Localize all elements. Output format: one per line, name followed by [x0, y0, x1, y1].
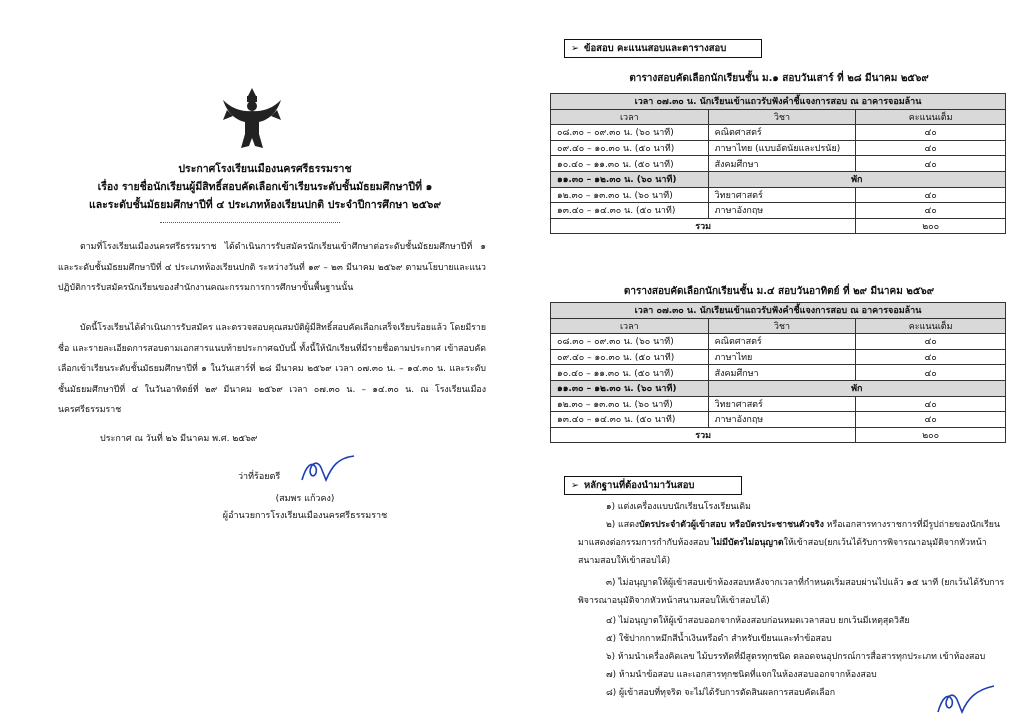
rule-2	[578, 516, 1008, 570]
rule-5: ๕) ใช้ปากกาหมึกสีน้ำเงินหรือดำ สำหรับเขียนและทำข้อสอบ	[606, 634, 832, 644]
cell-subject: สังคมศึกษา	[708, 156, 856, 172]
cell-subject: วิทยาศาสตร์	[708, 187, 856, 203]
col-time: เวลา	[551, 109, 709, 125]
col-score: คะแนนเต็ม	[856, 109, 1006, 125]
signature-icon	[934, 682, 996, 718]
cell-subject: ภาษาไทย	[708, 349, 856, 365]
cell-subject: ภาษาอังกฤษ	[708, 203, 856, 219]
rule-4: ๔) ไม่อนุญาตให้ผู้เข้าสอบออกจากห้องสอบก่อนหมดเวลาสอบ ยกเว้นมีเหตุสุดวิสัย	[606, 616, 910, 626]
cell-break-label: พัก	[708, 380, 1005, 396]
cell-time: ๐๙.๔๐ – ๑๐.๓๐ น. (๕๐ นาที)	[551, 349, 709, 365]
schedule-header: เวลา ๐๗.๓๐ น. นักเรียนเข้าแถวรับฟังคำชี้แจงการสอบ ณ อาคารจอมล้าน	[551, 94, 1006, 110]
rule-2-text-cont: หรือเอกสารทางราชการที่มีรูปถ่ายของนักเรียนมาแสดงต่อกรรมการกำกับห้องสอบ	[578, 520, 1000, 548]
cell-score: ๔๐	[856, 396, 1006, 412]
schedule-table-m4	[550, 302, 1006, 443]
cell-subject: คณิตศาสตร์	[708, 334, 856, 350]
rule-6: ๖) ห้ามนำเครื่องคิดเลข ไม้บรรทัดที่มีสูตรทุกชนิด ตลอดจนอุปกรณ์การสื่อสารทุกประเภท เข้าห้องสอบ	[606, 652, 986, 662]
cell-break-time: ๑๑.๓๐ – ๑๒.๓๐ น. (๖๐ นาที)	[551, 171, 709, 187]
table-row	[551, 203, 1006, 219]
cell-time: ๑๐.๔๐ – ๑๑.๓๐ น. (๕๐ นาที)	[551, 156, 709, 172]
table-row	[551, 125, 1006, 141]
announcement-subject-cont: และระดับชั้นมัธยมศึกษาปีที่ ๔ ประเภทห้องเรียนปกติ ประจำปีการศึกษา ๒๕๖๙	[88, 199, 442, 211]
cell-total-label: รวม	[551, 218, 856, 234]
divider	[160, 222, 340, 223]
table-row	[551, 140, 1006, 156]
cell-score: ๔๐	[856, 365, 1006, 381]
table-row	[551, 412, 1006, 428]
cell-score: ๔๐	[856, 125, 1006, 141]
cell-subject: ภาษาอังกฤษ	[708, 412, 856, 428]
cell-time: ๐๘.๓๐ – ๐๙.๓๐ น. (๖๐ นาที)	[551, 334, 709, 350]
table-row	[551, 156, 1006, 172]
signer-position: ผู้อำนวยการโรงเรียนเมืองนครศรีธรรมราช	[222, 511, 388, 521]
arrow-icon: ➢	[571, 43, 579, 54]
cell-total: ๒๐๐	[856, 218, 1006, 234]
cell-time: ๑๓.๔๐ – ๑๔.๓๐ น. (๕๐ นาที)	[551, 412, 709, 428]
cell-score: ๔๐	[856, 334, 1006, 350]
rule-2-text-end: ให้เข้าสอบ(ยกเว้นได้รับการพิจารณาอนุมัติจากหัวหน้าสนามสอบให้เข้าสอบได้)	[578, 538, 987, 566]
rule-2-emphasis: บัตรประจำตัวผู้เข้าสอบ หรือบัตรประชาชนตัวจริง	[639, 520, 824, 530]
table-row	[551, 349, 1006, 365]
rule-8: ๘) ผู้เข้าสอบที่ทุจริต จะไม่ได้รับการตัดสินผลการสอบคัดเลือก	[606, 688, 836, 698]
cell-time: ๑๒.๓๐ – ๑๓.๓๐ น. (๖๐ นาที)	[551, 187, 709, 203]
rule-2-text: ๒) แสดง	[606, 520, 640, 530]
col-score: คะแนนเต็ม	[856, 318, 1006, 334]
cell-time: ๑๒.๓๐ – ๑๓.๓๐ น. (๖๐ นาที)	[551, 396, 709, 412]
signer-rank: ว่าที่ร้อยตรี	[238, 472, 281, 482]
rule-1: ๑) แต่งเครื่องแบบนักเรียนโรงเรียนเดิม	[606, 502, 751, 512]
cell-subject: คณิตศาสตร์	[708, 125, 856, 141]
cell-score: ๔๐	[856, 412, 1006, 428]
cell-time: ๐๘.๓๐ – ๐๙.๓๐ น. (๖๐ นาที)	[551, 125, 709, 141]
announcement-paragraph-1: ตามที่โรงเรียนเมืองนครศรีธรรมราช ได้ดำเนินการรับสมัครนักเรียนเข้าศึกษาต่อระดับชั้นมัธยมศึกษาปีที่ ๑ และระดับชั้นมัธยมศึกษาปีที่ ๔ ประเภทห้องเรียนปกติ ระหว่างวันที่ ๑๙ – ๒๓ มีนาคม ๒๕๖๙ ตามนโยบายและแนวปฏิบัติการรับสมัครนักเรียนของสำนักงานคณะกรรมการการศึกษาขั้นพื้นฐานนั้น	[58, 242, 486, 293]
schedule-page	[512, 0, 1024, 724]
rule-3: ๓) ไม่อนุญาตให้ผู้เข้าสอบเข้าห้องสอบหลังจากเวลาที่กำหนดเริ่มสอบผ่านไปแล้ว ๑๕ นาที (ยกเว้นได้รับการพิจารณาอนุมัติจากหัวหน้าสนามสอบให้เข้าสอบได้)	[578, 578, 1005, 606]
announcement-paragraph-2: บัดนี้โรงเรียนได้ดำเนินการรับสมัคร และตรวจสอบคุณสมบัติผู้มีสิทธิ์สอบคัดเลือกเสร็จเรียบร้อยแล้ว โดยมีรายชื่อ และรายละเอียดการสอบตามเอกสารแนบท้ายประกาศฉบับนี้ ทั้งนี้ให้นักเรียนที่มีรายชื่อตามประกาศ เข้าสอบคัดเลือกเข้าเรียนระดับชั้นมัธยมศึกษาปีที่ ๑ ในวันเสาร์ที่ ๒๘ มีนาคม ๒๕๖๙ เวลา ๐๗.๓๐ น. – ๑๔.๓๐ น. และระดับชั้นมัธยมศึกษาปีที่ ๔ ในวันอาทิตย์ที่ ๒๙ มีนาคม ๒๕๖๙ เวลา ๐๗.๓๐ น. – ๑๔.๓๐ น. ณ โรงเรียนเมืองนครศรีธรรมราช	[58, 323, 486, 415]
section-heading-documents	[564, 476, 742, 495]
section-heading-exam	[564, 39, 762, 58]
schedule-table-m1	[550, 93, 1006, 234]
cell-score: ๔๐	[856, 187, 1006, 203]
cell-total: ๒๐๐	[856, 427, 1006, 443]
schedule-header: เวลา ๐๗.๓๐ น. นักเรียนเข้าแถวรับฟังคำชี้แจงการสอบ ณ อาคารจอมล้าน	[551, 303, 1006, 319]
cell-time: ๑๐.๔๐ – ๑๑.๓๐ น. (๕๐ นาที)	[551, 365, 709, 381]
cell-score: ๔๐	[856, 156, 1006, 172]
cell-subject: วิทยาศาสตร์	[708, 396, 856, 412]
cell-score: ๔๐	[856, 349, 1006, 365]
garuda-emblem-icon	[221, 86, 283, 152]
break-row	[551, 380, 1006, 396]
cell-score: ๔๐	[856, 140, 1006, 156]
rule-7: ๗) ห้ามนำข้อสอบ และเอกสารทุกชนิดที่แจกในห้องสอบออกจากห้องสอบ	[606, 670, 877, 680]
rule-2-emphasis-2: ไม่มีบัตรไม่อนุญาต	[711, 538, 784, 548]
cell-subject: สังคมศึกษา	[708, 365, 856, 381]
announcement-title: ประกาศโรงเรียนเมืองนครศรีธรรมราช	[178, 163, 352, 175]
signer-name: (สมพร แก้วคง)	[275, 494, 335, 504]
table-row	[551, 396, 1006, 412]
cell-score: ๔๐	[856, 203, 1006, 219]
cell-time: ๐๙.๔๐ – ๑๐.๓๐ น. (๕๐ นาที)	[551, 140, 709, 156]
section-heading-label: หลักฐานที่ต้องนำมาวันสอบ	[583, 480, 695, 491]
announcement-subject: เรื่อง รายชื่อนักเรียนผู้มีสิทธิ์สอบคัดเลือกเข้าเรียนระดับชั้นมัธยมศึกษาปีที่ ๑	[97, 181, 433, 193]
cell-time: ๑๓.๔๐ – ๑๔.๓๐ น. (๕๐ นาที)	[551, 203, 709, 219]
col-subject: วิชา	[708, 318, 856, 334]
total-row	[551, 427, 1006, 443]
cell-subject: ภาษาไทย (แบบอัตนัยและปรนัย)	[708, 140, 856, 156]
arrow-icon: ➢	[571, 480, 579, 491]
total-row	[551, 218, 1006, 234]
cell-total-label: รวม	[551, 427, 856, 443]
schedule-title-m1: ตารางสอบคัดเลือกนักเรียนชั้น ม.๑ สอบวันเสาร์ ที่ ๒๘ มีนาคม ๒๕๖๙	[629, 73, 929, 84]
table-row	[551, 334, 1006, 350]
signature-icon	[298, 450, 356, 486]
cell-break-label: พัก	[708, 171, 1005, 187]
table-row	[551, 187, 1006, 203]
break-row	[551, 171, 1006, 187]
table-row	[551, 365, 1006, 381]
schedule-title-m4: ตารางสอบคัดเลือกนักเรียนชั้น ม.๔ สอบวันอาทิตย์ ที่ ๒๙ มีนาคม ๒๕๖๙	[623, 286, 935, 297]
cell-break-time: ๑๑.๓๐ – ๑๒.๓๐ น. (๖๐ นาที)	[551, 380, 709, 396]
announcement-date: ประกาศ ณ วันที่ ๒๖ มีนาคม พ.ศ. ๒๕๖๙	[100, 434, 258, 444]
col-time: เวลา	[551, 318, 709, 334]
section-heading-label: ข้อสอบ คะแนนสอบและตารางสอบ	[583, 43, 727, 54]
col-subject: วิชา	[708, 109, 856, 125]
